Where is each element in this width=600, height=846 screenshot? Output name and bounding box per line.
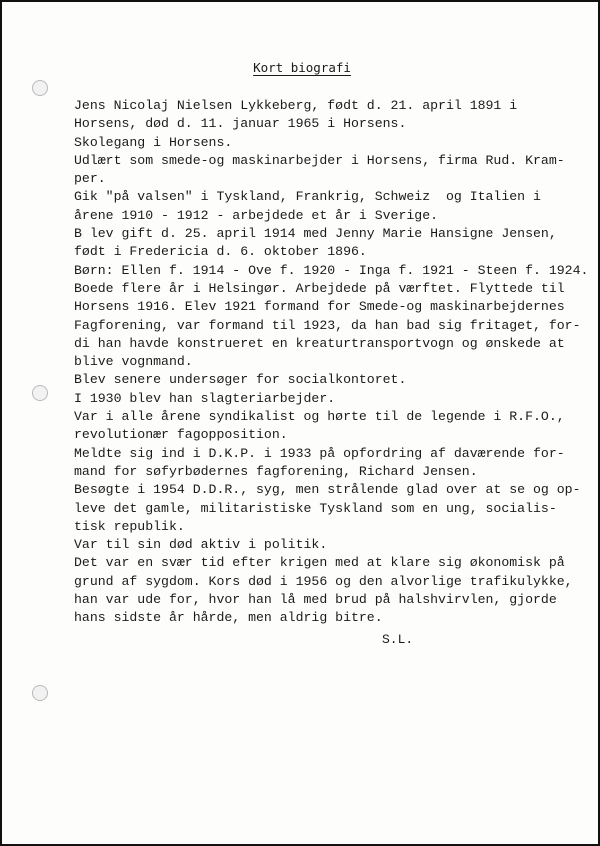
text-line: Det var en svær tid efter krigen med at klare sig økonomisk på [74,555,565,571]
title-text: Kort biografi [253,60,351,75]
punch-hole [32,80,48,96]
text-line: blive vognmand. [74,354,193,370]
text-line: tisk republik. [74,518,185,534]
text-line: mand for søfyrbødernes fagforening, Richard Jensen. [74,463,478,479]
text-line: Besøgte i 1954 D.D.R., syg, men strålende glad over at se og op- [74,482,581,498]
text-line: Skolegang i Horsens. [74,134,233,150]
text-line: Boede flere år i Helsingør. Arbejdede på værftet. Flyttede til [74,280,565,296]
text-line: Udlært som smede-og maskinarbejder i Horsens, firma Rud. Kram- [74,152,565,168]
document-title [2,60,600,75]
text-line: grund af sygdom. Kors død i 1956 og den alvorlige trafikulykke, [74,573,573,589]
text-line: per. [74,171,106,187]
text-line: I 1930 blev han slagteriarbejder. [74,390,336,406]
text-line: Meldte sig ind i D.K.P. i 1933 på opfordring af daværende for- [74,445,565,461]
text-line: Børn: Ellen f. 1914 - Ove f. 1920 - Inga f. 1921 - Steen f. 1924. [74,262,589,278]
biography-text [74,97,589,628]
text-line: Horsens, død d. 11. januar 1965 i Horsens. [74,116,407,132]
signature-initials: S.L. [382,632,414,647]
text-line: årene 1910 - 1912 - arbejdede et år i Sverige. [74,207,439,223]
text-line: Blev senere undersøger for socialkontoret. [74,372,407,388]
text-line: født i Fredericia d. 6. oktober 1896. [74,244,367,260]
text-line: leve det gamle, militaristiske Tyskland som en ung, socialis- [74,500,557,516]
text-line: B lev gift d. 25. april 1914 med Jenny Marie Hansigne Jensen, [74,226,557,242]
text-line: di han havde konstrueret en kreaturtransportvogn og ønskede at [74,335,565,351]
text-line: Fagforening, var formand til 1923, da han bad sig fritaget, for- [74,317,581,333]
text-line: Horsens 1916. Elev 1921 formand for Smede-og maskinarbejdernes [74,299,565,315]
text-line: Var i alle årene syndikalist og hørte til de legende i R.F.O., [74,409,565,425]
text-line: Jens Nicolaj Nielsen Lykkeberg, født d. 21. april 1891 i [74,98,518,113]
text-line: Gik "på valsen" i Tyskland, Frankrig, Schweiz og Italien i [74,189,541,205]
punch-hole [32,685,48,701]
punch-hole [32,385,48,401]
text-line: hans sidste år hårde, men aldrig bitre. [74,610,383,626]
text-line: revolutionær fagopposition. [74,427,288,443]
text-line: han var ude for, hvor han lå med brud på halshvirvlen, gjorde [74,592,557,608]
text-line: Var til sin død aktiv i politik. [74,537,328,553]
